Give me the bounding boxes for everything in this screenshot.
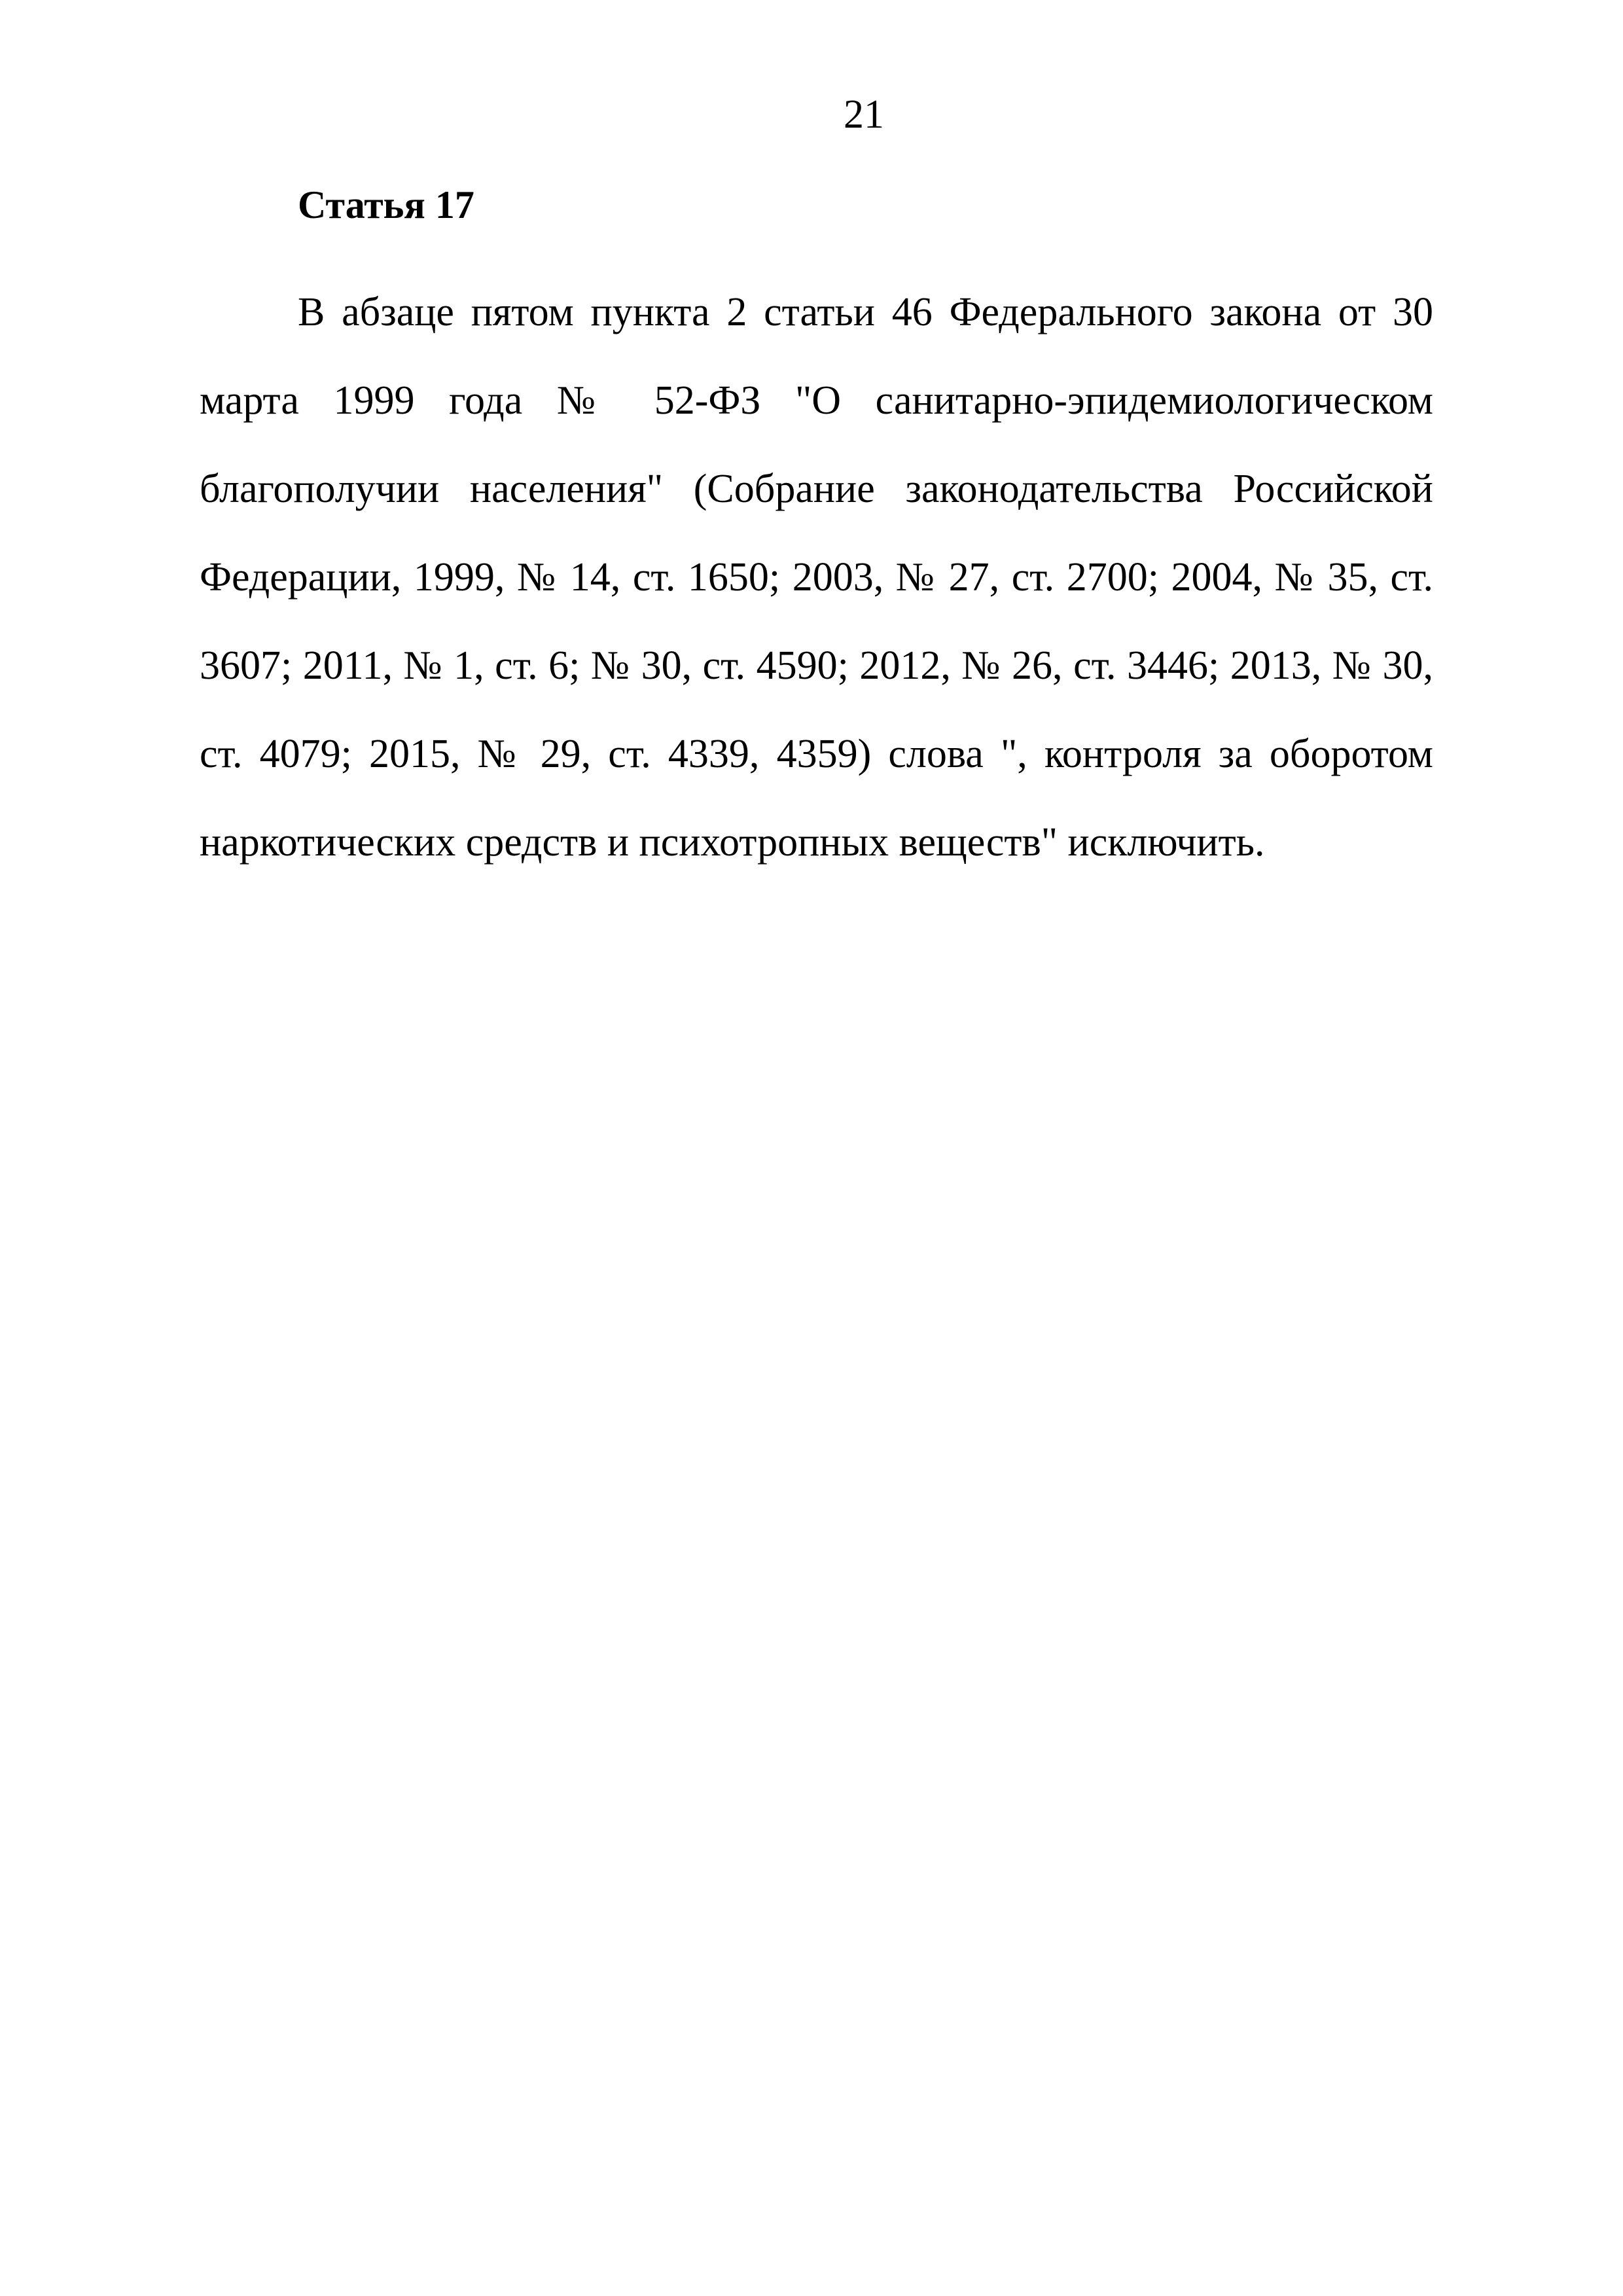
article-heading: Статья 17 — [298, 183, 474, 226]
article-paragraph: В абзаце пятом пункта 2 статьи 46 Федерального закона от 30 марта 1999 года № 52-ФЗ "О санитарно-эпидемиологическом благополучии населения" (Собрание законодательства Российской Федерации, 1999, № 14, ст. 1650; 2003, № 27, ст. 2700; 2004, № 35, ст. 3607; 2011, № 1, ст. 6; № 30, ст. 4590; 2012, № 26, ст. 3446; 2013, № 30, ст. 4079; 2015, № 29, ст. 4339, 4359) слова ", контроля за оборотом наркотических средств и психотропных веществ" исключить. — [200, 290, 1433, 865]
page-number: 21 — [844, 92, 884, 137]
